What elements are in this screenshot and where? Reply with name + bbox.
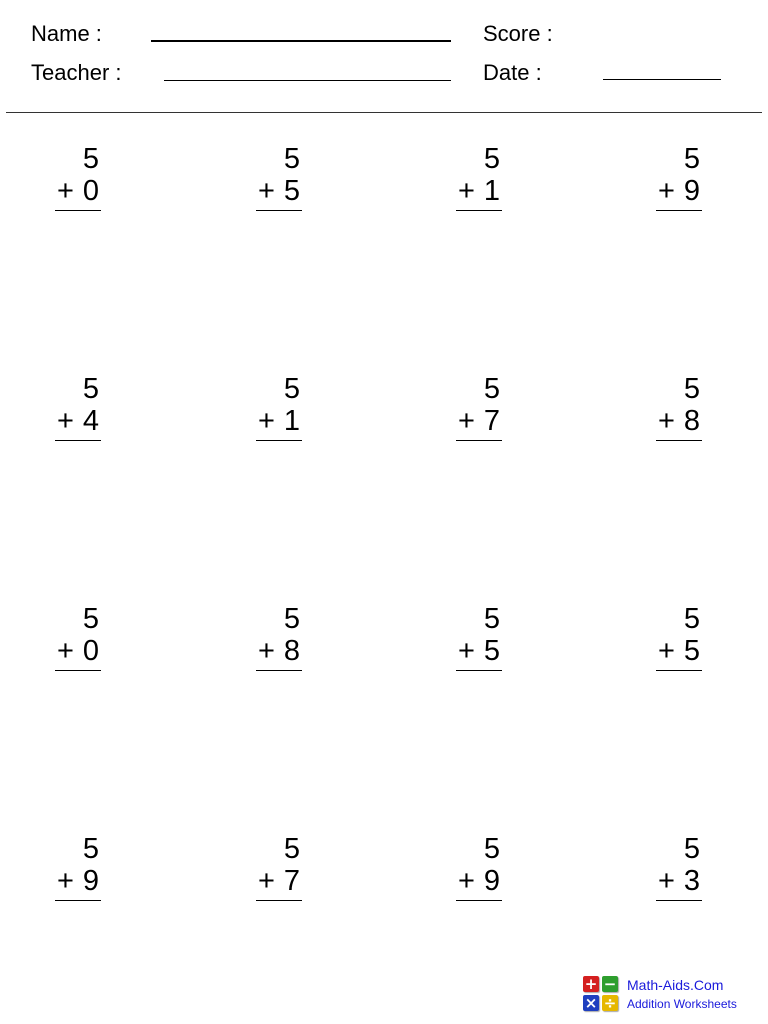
answer-line: [456, 670, 502, 671]
problem-bottom-number: 4: [82, 405, 99, 437]
problem-bottom-number: 0: [82, 635, 99, 667]
problem-top-number: 5: [82, 833, 99, 865]
problem-operator: +: [258, 175, 275, 207]
plus-icon: +: [584, 975, 598, 993]
answer-line: [456, 440, 502, 441]
answer-line: [256, 900, 302, 901]
addition-problem: [656, 834, 702, 914]
problem-top-number: 5: [82, 603, 99, 635]
problem-operator: +: [658, 865, 675, 897]
problem-top-number: 5: [683, 833, 700, 865]
addition-problem: [656, 374, 702, 454]
times-icon: ×: [584, 994, 598, 1012]
addition-problem: [656, 144, 702, 224]
answer-line: [256, 210, 302, 211]
addition-problem: [456, 144, 502, 224]
addition-problem: [256, 374, 302, 454]
problem-operator: +: [57, 635, 74, 667]
answer-line: [656, 670, 702, 671]
problem-operator: +: [458, 635, 475, 667]
answer-line: [456, 900, 502, 901]
problem-top-number: 5: [483, 603, 500, 635]
problem-top-number: 5: [683, 373, 700, 405]
problem-bottom-number: 8: [283, 635, 300, 667]
problem-operator: +: [658, 175, 675, 207]
problem-bottom-number: 1: [283, 405, 300, 437]
answer-line: [55, 900, 101, 901]
answer-line: [656, 900, 702, 901]
answer-line: [656, 440, 702, 441]
problem-operator: +: [458, 865, 475, 897]
problem-top-number: 5: [283, 603, 300, 635]
problem-bottom-number: 3: [683, 865, 700, 897]
addition-problem: [256, 604, 302, 684]
answer-line: [456, 210, 502, 211]
problem-bottom-number: 9: [82, 865, 99, 897]
problem-operator: +: [57, 865, 74, 897]
addition-problem: [256, 834, 302, 914]
header-divider: [6, 112, 762, 113]
answer-line: [55, 670, 101, 671]
answer-line: [256, 440, 302, 441]
addition-problem: [55, 374, 101, 454]
teacher-label: Teacher :: [31, 60, 122, 85]
addition-problem: [55, 144, 101, 224]
problem-top-number: 5: [283, 373, 300, 405]
problem-top-number: 5: [683, 603, 700, 635]
addition-problem: [55, 834, 101, 914]
score-label: Score :: [483, 21, 553, 46]
problem-operator: +: [258, 865, 275, 897]
problem-operator: +: [258, 635, 275, 667]
addition-problem: [456, 604, 502, 684]
site-name-link[interactable]: Math-Aids.Com: [627, 977, 724, 993]
problem-operator: +: [57, 175, 74, 207]
worksheet-type-link[interactable]: Addition Worksheets: [627, 997, 737, 1011]
answer-line: [656, 210, 702, 211]
date-field[interactable]: [603, 79, 721, 80]
problem-bottom-number: 5: [483, 635, 500, 667]
addition-problem: [456, 374, 502, 454]
addition-problem: [656, 604, 702, 684]
problem-bottom-number: 9: [683, 175, 700, 207]
problem-top-number: 5: [283, 143, 300, 175]
problem-bottom-number: 1: [483, 175, 500, 207]
teacher-field[interactable]: [164, 80, 451, 81]
answer-line: [256, 670, 302, 671]
problem-top-number: 5: [82, 143, 99, 175]
problem-top-number: 5: [683, 143, 700, 175]
addition-problem: [456, 834, 502, 914]
addition-problem: [55, 604, 101, 684]
name-label: Name :: [31, 21, 102, 46]
problem-top-number: 5: [483, 373, 500, 405]
divide-icon: ÷: [603, 994, 617, 1012]
problem-operator: +: [57, 405, 74, 437]
problem-operator: +: [658, 635, 675, 667]
answer-line: [55, 210, 101, 211]
problem-operator: +: [458, 175, 475, 207]
problem-bottom-number: 9: [483, 865, 500, 897]
minus-icon: −: [603, 975, 617, 993]
problem-operator: +: [258, 405, 275, 437]
problem-operator: +: [658, 405, 675, 437]
problem-bottom-number: 0: [82, 175, 99, 207]
problem-bottom-number: 7: [483, 405, 500, 437]
problem-bottom-number: 5: [283, 175, 300, 207]
problem-bottom-number: 7: [283, 865, 300, 897]
problem-top-number: 5: [82, 373, 99, 405]
name-field[interactable]: [151, 40, 451, 42]
problem-top-number: 5: [483, 143, 500, 175]
problem-top-number: 5: [283, 833, 300, 865]
addition-problem: [256, 144, 302, 224]
answer-line: [55, 440, 101, 441]
math-aids-logo: [583, 976, 623, 1014]
problem-bottom-number: 5: [683, 635, 700, 667]
date-label: Date :: [483, 60, 542, 85]
problem-operator: +: [458, 405, 475, 437]
problem-top-number: 5: [483, 833, 500, 865]
problem-bottom-number: 8: [683, 405, 700, 437]
